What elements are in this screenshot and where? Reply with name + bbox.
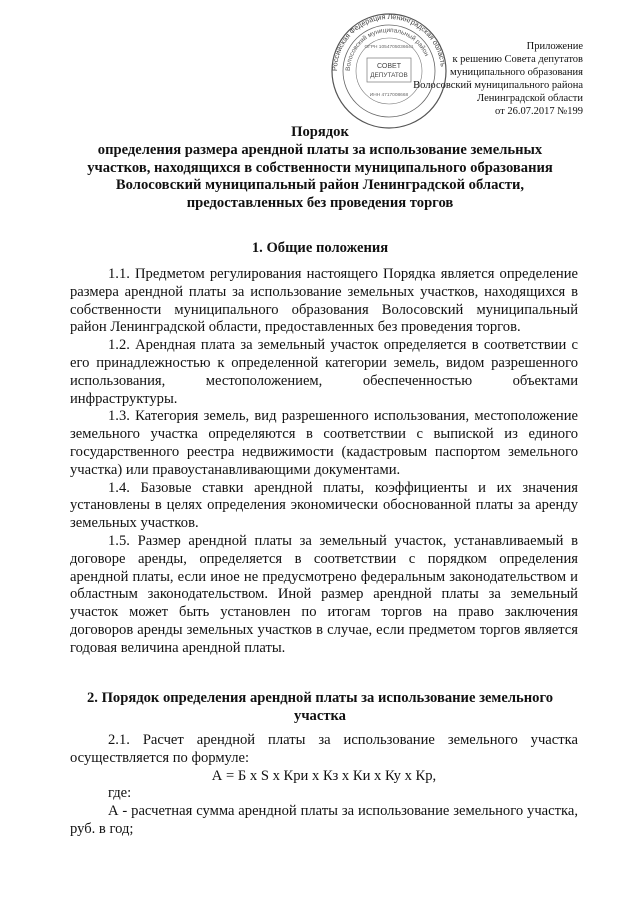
section-1-body bbox=[70, 266, 578, 658]
seal-inner-text: Волосовский муниципальный район bbox=[344, 26, 430, 72]
seal-ogrn: ОГРН 1054705036641 bbox=[364, 45, 414, 50]
appendix-line: муниципального образования bbox=[450, 67, 583, 78]
title-line: участков, находящихся в собственности муниципального образования bbox=[87, 159, 553, 176]
appendix-line: Приложение bbox=[526, 41, 583, 52]
title-line: Волосовский муниципальный район Ленинградской области, bbox=[115, 177, 525, 194]
paragraph-2-1: 2.1. Расчет арендной платы за использование земельного участка осуществляется по формуле: bbox=[70, 732, 578, 766]
where-label: где: bbox=[108, 785, 132, 802]
appendix-line: к решению Совета депутатов bbox=[452, 54, 583, 65]
seal-inn: ИНН 4717008668 bbox=[369, 93, 409, 98]
paragraph-1-4: 1.4. Базовые ставки арендной платы, коэффициенты и их значения установлены в целях определения экономически обоснованной платы за аренду земельных участков. bbox=[70, 479, 578, 532]
paragraph-1-1: 1.1. Предметом регулирования настоящего Порядка является определение размера арендной платы за использование земельных участков, находящихся в собственности муниципального образования Волосовский муниципальный район Ленинградской области, предоставленных без проведения торгов. bbox=[70, 266, 578, 336]
appendix-line: от 26.07.2017 №199 bbox=[495, 106, 583, 117]
seal-center-line-2: ДЕПУТАТОВ bbox=[370, 72, 408, 79]
appendix-line: Волосовский муниципального района bbox=[413, 80, 583, 91]
rent-formula: А = Б х S х Кри х Кз х Ки х Ку х Кр, bbox=[211, 767, 437, 784]
section-1-heading: 1. Общие положения bbox=[251, 240, 389, 256]
section-2-heading: 2. Порядок определения арендной платы за использование земельного участка bbox=[86, 690, 554, 724]
title-line: определения размера арендной платы за использование земельных bbox=[97, 141, 543, 158]
document-title bbox=[70, 124, 570, 213]
paragraph-2-def-a: А - расчетная сумма арендной платы за использование земельного участка, руб. в год; bbox=[70, 803, 578, 837]
title-line: Порядок bbox=[291, 124, 349, 140]
appendix-line: Ленинградской области bbox=[477, 93, 583, 104]
seal-center-line-1: СОВЕТ bbox=[377, 63, 401, 70]
seal-outer-text: Российская Федерация Ленинградская область bbox=[330, 12, 448, 72]
paragraph-1-2: 1.2. Арендная плата за земельный участок определяется в соответствии с его принадлежностью к определенной категории земель, видом разрешенного использования, местоположением, обеспеченностью объектами инфраструктуры. bbox=[70, 337, 578, 407]
section-2-body bbox=[70, 732, 578, 839]
paragraph-1-3: 1.3. Категория земель, вид разрешенного использования, местоположение земельного участка определяются в соответствии с выпиской из единого государственного реестра недвижимости (кадастровым паспортом земельного участка) или правоустанавливающими документами. bbox=[70, 408, 578, 478]
paragraph-1-5: 1.5. Размер арендной платы за земельный участок, устанавливаемый в договоре аренды, определяется в соответствии с порядком определения арендной платы, если иное не предусмотрено федеральным законодательством и областным законодательством. Иной размер арендной платы за земельный участок может быть установлен по итогам торгов на право заключения договоров аренды земельных участков в случае, если предметом торгов является годовая величина арендной платы. bbox=[70, 532, 578, 656]
title-line: предоставленных без проведения торгов bbox=[186, 195, 454, 212]
appendix-block bbox=[383, 40, 583, 118]
